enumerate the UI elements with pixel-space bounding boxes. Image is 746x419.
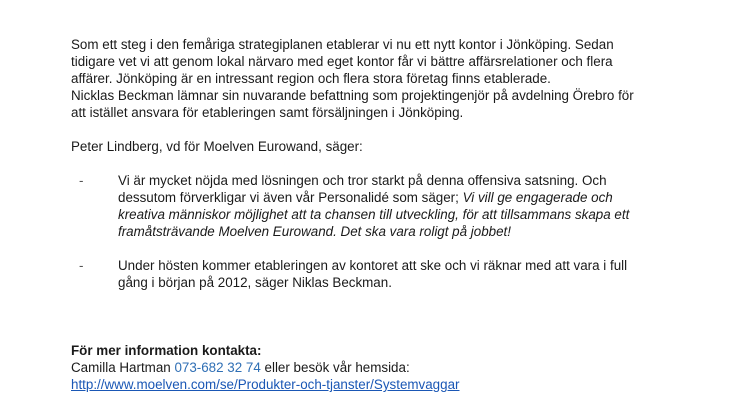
bullet-list <box>71 172 671 291</box>
text-line: gång i början på 2012, säger Niklas Beckman. <box>118 275 392 290</box>
website-link[interactable]: http://www.moelven.com/se/Produkter-och-tjanster/Systemvaggar <box>71 377 460 392</box>
document-body <box>71 36 671 393</box>
spacer <box>71 240 671 257</box>
contact-line <box>71 359 671 376</box>
spacer <box>71 155 671 172</box>
contact-name: Camilla Hartman <box>71 360 175 375</box>
intro-paragraph <box>71 36 671 121</box>
text-line: Vi är mycket nöjda med lösningen och tror starkt på denna offensiva satsning. Och <box>118 173 607 188</box>
text-line: affärer. Jönköping är en intressant region och flera stora företag finns etablerade. <box>71 71 551 86</box>
text-line: dessutom förverkligar vi även vår Personalidé som säger; <box>118 190 463 205</box>
spacer <box>71 308 671 325</box>
italic-text: Vi vill ge engagerade och <box>462 190 613 205</box>
contact-heading: För mer information kontakta: <box>71 343 262 358</box>
dash-bullet: - <box>79 258 84 273</box>
contact-suffix: eller besök vår hemsida: <box>260 360 410 375</box>
spacer <box>71 121 671 138</box>
list-item <box>71 172 671 240</box>
italic-text: framåtsträvande Moelven Eurowand. Det ska vara roligt på jobbet! <box>118 224 511 239</box>
italic-text: kreativa människor möjlighet att ta chansen till utveckling, för att tillsammans skapa ett <box>118 207 630 222</box>
text-line: Nicklas Beckman lämnar sin nuvarande befattning som projektingenjör på avdelning Örebro för <box>71 88 634 103</box>
text-line: att istället ansvara för etableringen samt försäljningen i Jönköping. <box>71 105 464 120</box>
phone-number[interactable]: 073-682 32 74 <box>174 360 261 375</box>
quote-intro: Peter Lindberg, vd för Moelven Eurowand, säger: <box>71 139 363 154</box>
list-item <box>71 257 671 291</box>
text-line: Som ett steg i den femåriga strategiplanen etablerar vi nu ett nytt kontor i Jönköping. Sedan <box>71 37 614 52</box>
spacer <box>71 325 671 342</box>
text-line: tidigare vet vi att genom lokal närvaro med eget kontor får vi bättre affärsrelationer och flera <box>71 54 613 69</box>
dash-bullet: - <box>79 173 84 188</box>
spacer <box>71 291 671 308</box>
contact-section <box>71 342 671 393</box>
text-line: Under hösten kommer etableringen av kontoret att ske och vi räknar med att vara i full <box>118 258 628 273</box>
